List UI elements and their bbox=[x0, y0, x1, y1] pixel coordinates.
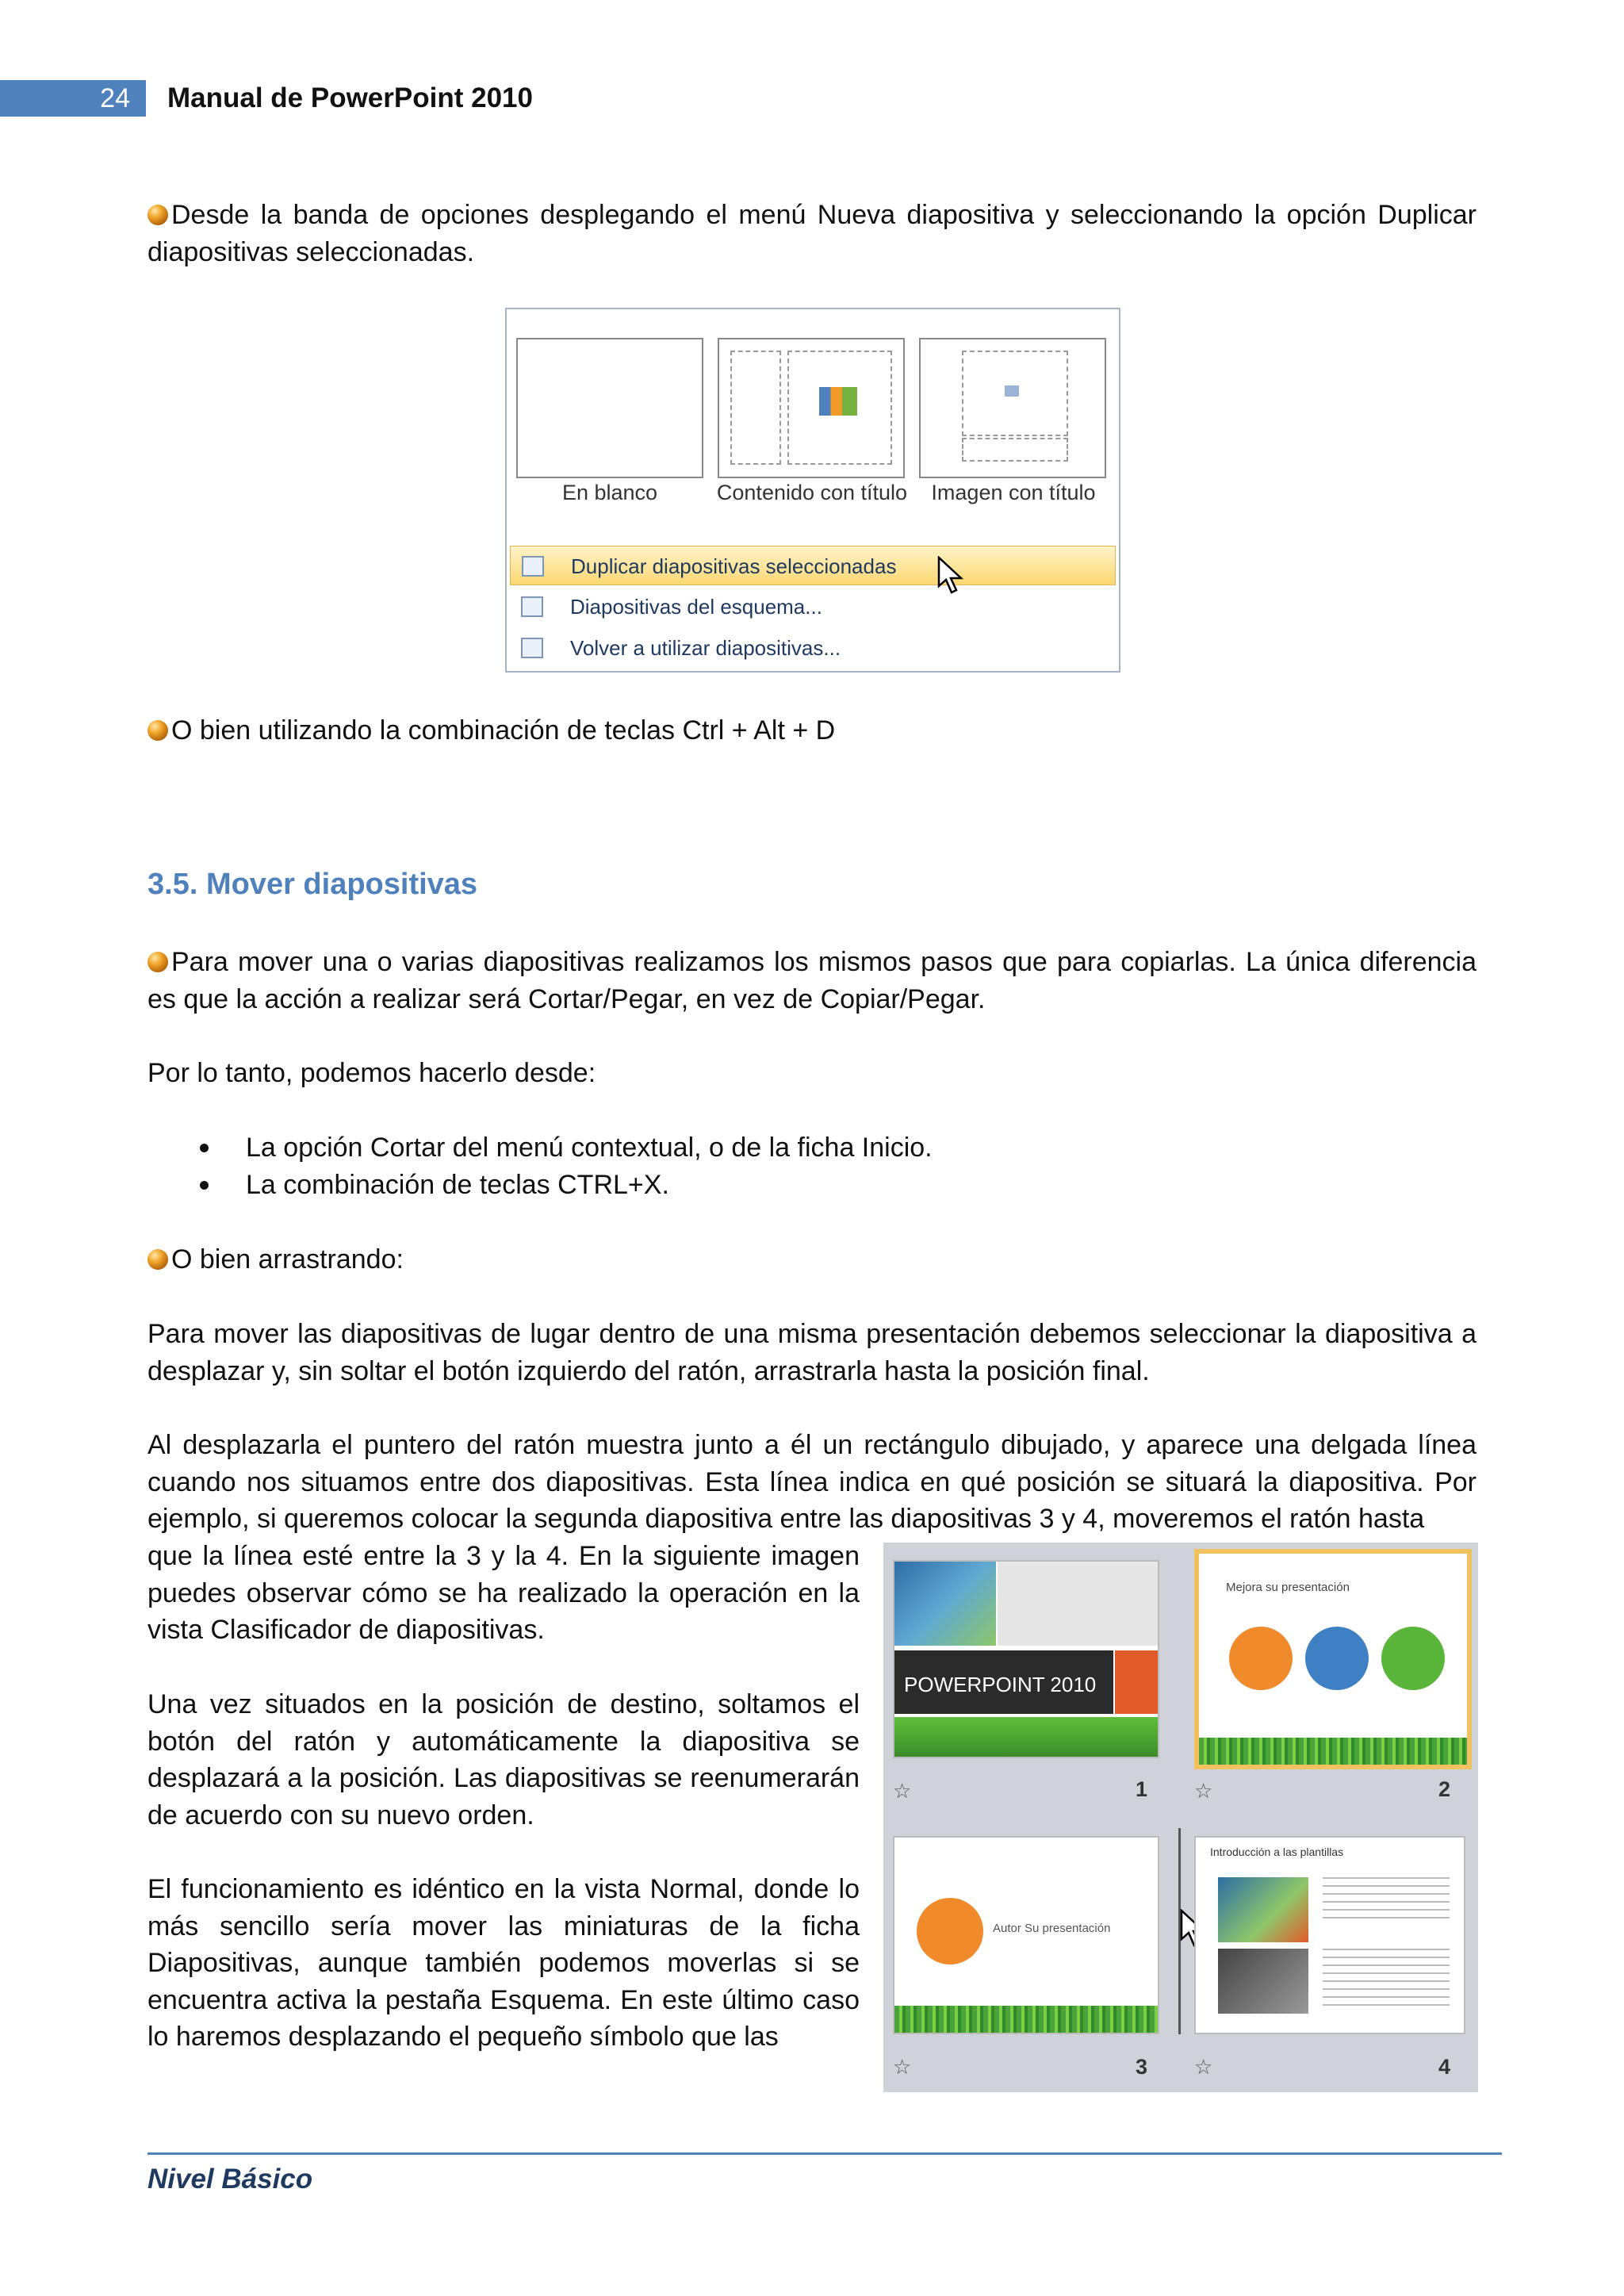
layout-label-content: Contenido con título bbox=[716, 481, 908, 504]
slide-number: 1 bbox=[1136, 1777, 1148, 1801]
footer-level: Nivel Básico bbox=[147, 2164, 313, 2194]
list-item: La opción Cortar del menú contextual, o de la ficha Inicio. bbox=[147, 1129, 1477, 1167]
layout-thumb-blank bbox=[516, 338, 703, 478]
paragraph-duplicate-ribbon: Desde la banda de opciones desplegando el menú Nueva diapositiva y seleccionando la opción Duplicar diapositivas seleccionadas. bbox=[147, 200, 1477, 267]
paragraph-shortcut: O bien utilizando la combinación de teclas Ctrl + Alt + D bbox=[147, 712, 1477, 749]
slide-transition-icon: ☆ bbox=[893, 1779, 912, 1803]
reuse-slides-icon bbox=[521, 638, 543, 658]
paragraph-normal-view: El funcionamiento es idéntico en la vista Normal, donde lo más sencillo sería mover las miniaturas de la ficha Diapositivas, aunque también podemos moverlas si se encuentra activa la pestaña Esquema. En este último caso lo haremos desplazando el pequeño símbolo que las bbox=[147, 1874, 860, 2052]
paragraph-line-indicator: Al desplazarla el puntero del ratón muestra junto a él un rectángulo dibujado, y aparece una delgada línea cuando nos situamos entre dos diapositivas. Esta línea indica en qué posición se situará la diapositiva. Por ejemplo, si queremos colocar la segunda diapositiva entre las diapositivas 3 y 4, moveremos el ratón hasta bbox=[147, 1430, 1477, 1534]
duplicate-slides-icon bbox=[522, 556, 544, 577]
menu-item-reuse-slides[interactable]: Volver a utilizar diapositivas... bbox=[510, 628, 1116, 668]
section-title: 3.5. Mover diapositivas bbox=[147, 868, 478, 901]
page-number: 24 bbox=[0, 80, 146, 117]
slide-number: 2 bbox=[1438, 1777, 1451, 1801]
layout-thumb-picture bbox=[919, 338, 1106, 478]
orange-bullet-icon bbox=[147, 720, 168, 741]
layout-label-picture: Imagen con título bbox=[931, 481, 1096, 504]
slide1-title: POWERPOINT 2010 bbox=[904, 1673, 1097, 1696]
outline-slides-icon bbox=[521, 596, 543, 617]
header-title: Manual de PowerPoint 2010 bbox=[167, 82, 533, 113]
paragraph-therefore: Por lo tanto, podemos hacerlo desde: bbox=[147, 1058, 596, 1088]
slide-thumbnail-1[interactable] bbox=[893, 1560, 1159, 1758]
slide-number: 4 bbox=[1438, 2055, 1451, 2079]
slide-thumbnail-2[interactable] bbox=[1194, 1549, 1472, 1769]
orange-bullet-icon bbox=[147, 1249, 168, 1270]
slide-transition-icon: ☆ bbox=[1194, 1779, 1213, 1803]
layout-label-blank: En blanco bbox=[561, 481, 658, 504]
paragraph-drop: Una vez situados en la posición de destino, soltamos el botón del ratón y automáticamente la diapositiva se desplazará a la posición. Las diapositivas se reenumerarán de acuerdo con su nuevo orden. bbox=[147, 1689, 860, 1830]
slide-sorter-image bbox=[883, 1543, 1478, 2092]
slide-transition-icon: ☆ bbox=[893, 2055, 912, 2079]
slide4-title: Introducción a las plantillas bbox=[1210, 1846, 1344, 1858]
menu-item-duplicate[interactable]: Duplicar diapositivas seleccionadas bbox=[510, 546, 1116, 585]
slide3-title: Autor Su presentación bbox=[993, 1922, 1111, 1935]
new-slide-menu-image bbox=[505, 308, 1120, 673]
orange-bullet-icon bbox=[147, 205, 168, 225]
paragraph-drag-explanation: Para mover las diapositivas de lugar dentro de una misma presentación debemos seleccionar la diapositiva a desplazar y, sin soltar el botón izquierdo del ratón, arrastrarla hasta la posición final. bbox=[147, 1319, 1477, 1386]
orange-bullet-icon bbox=[147, 952, 168, 972]
paragraph-dragging: O bien arrastrando: bbox=[147, 1241, 1477, 1278]
slide2-title: Mejora su presentación bbox=[1226, 1581, 1350, 1594]
slide-transition-icon: ☆ bbox=[1194, 2055, 1213, 2079]
layout-thumb-content bbox=[718, 338, 905, 478]
slide-thumbnail-3[interactable] bbox=[893, 1836, 1159, 2034]
paragraph-line-indicator-cont: que la línea esté entre la 3 y la 4. En la siguiente imagen puedes observar cómo se ha realizado la operación en la vista Clasificador de diapositivas. bbox=[147, 1541, 860, 1645]
list-item: La combinación de teclas CTRL+X. bbox=[147, 1167, 1477, 1204]
footer-divider bbox=[147, 2152, 1502, 2155]
bullet-list bbox=[147, 1129, 1477, 1203]
paragraph-move-intro: Para mover una o varias diapositivas realizamos los mismos pasos que para copiarlas. La única diferencia es que la acción a realizar será Cortar/Pegar, en vez de Copiar/Pegar. bbox=[147, 947, 1477, 1014]
slide-number: 3 bbox=[1136, 2055, 1148, 2079]
menu-item-outline-slides[interactable]: Diapositivas del esquema... bbox=[510, 587, 1116, 627]
slide-thumbnail-4[interactable] bbox=[1194, 1836, 1465, 2034]
